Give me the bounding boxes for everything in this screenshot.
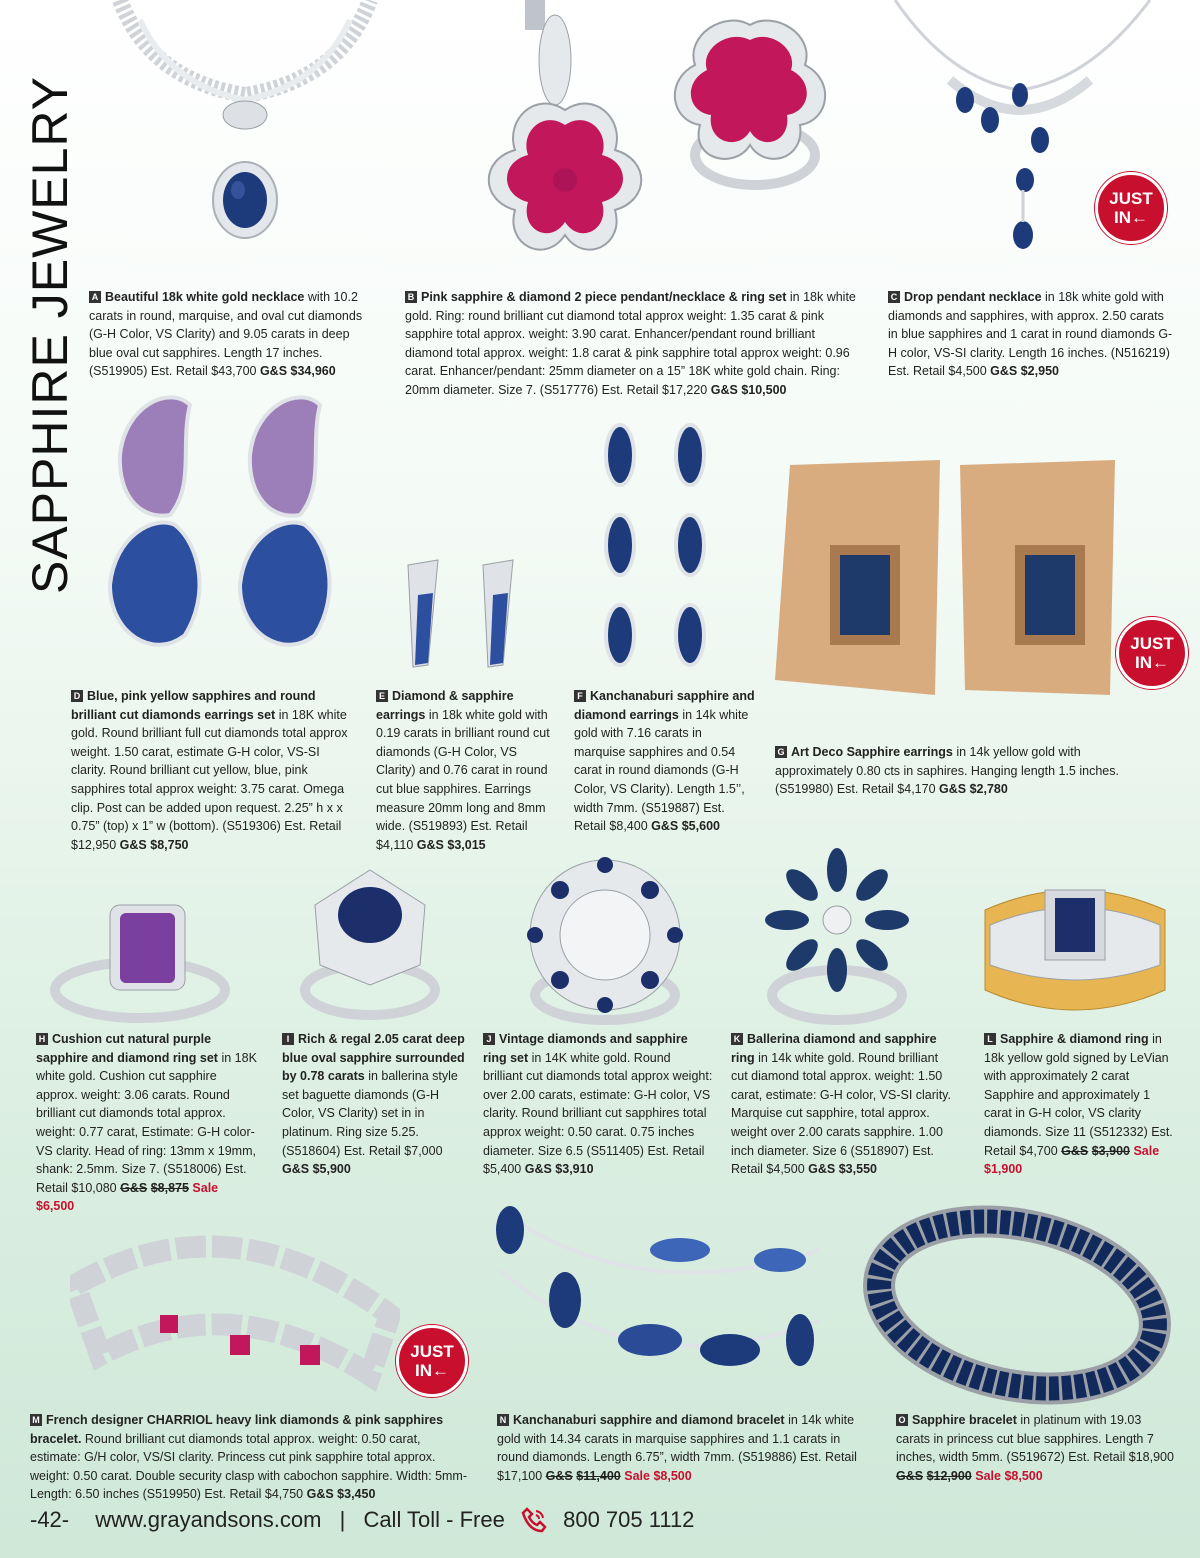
item-o-sale-price: $8,500 (1004, 1468, 1043, 1483)
website-link[interactable]: www.grayandsons.com (95, 1507, 322, 1532)
item-b-description (405, 288, 865, 400)
bracelet-n-image[interactable] (480, 1190, 840, 1400)
item-o-old-price: $12,900 (926, 1468, 972, 1483)
item-e-price: $3,015 (447, 837, 486, 852)
item-l-letter: L (984, 1033, 996, 1045)
page-title: SAPPHIRE JEWELRY (22, 76, 78, 595)
item-f-price: $5,600 (681, 819, 720, 834)
item-n-old-price: $11,400 (576, 1468, 621, 1483)
ring-h-image[interactable] (40, 895, 240, 1025)
item-l-title: Sapphire & diamond ring (1000, 1032, 1149, 1046)
just-in-badge-m: JUST IN← (396, 1325, 468, 1397)
ring-l-image[interactable] (975, 870, 1175, 1020)
item-n-title: Kanchanaburi sapphire and diamond bracelet (513, 1413, 785, 1427)
item-e-title: Diamond & sapphire earrings (376, 689, 514, 722)
necklace-a-image[interactable] (110, 0, 380, 250)
item-i-body: in ballerina style set baguette diamonds (G-H Color, VS Clarity) set in in platinum. Ring size 5.25. (S518604) Est. Retail $7,000 (282, 1069, 458, 1158)
item-e-gs-label: G&S (416, 837, 444, 852)
item-o-gs-label: G&S (896, 1468, 924, 1483)
bracelet-o-image[interactable] (855, 1195, 1180, 1405)
item-b-body: in 18k white gold. Ring: round brilliant cut diamond total approx weight: 1.35 carat & pink sapphire total approx. weight: 3.90 carat. Enhancer/pendant round brilliant diamond total approx. weight: 1.8 carat & pink sapphire total approx weight: 0.96 carat. Enhancer/pendant: 25mm diameter on a 15” 18K white gold chain. Ring: 20mm diameter. Size 7. (S517776) Est. Retail $17,220 (405, 290, 856, 397)
item-a-body: with 10.2 carats in round, marquise, and oval cut diamonds (G-H Color, VS Clarity) and 9.05 carats in deep blue oval cut sapphires. Length 17 inches. (S519905) Est. Retail $43,700 (89, 290, 363, 379)
call-label: Call Toll - Free (363, 1507, 505, 1532)
item-d-title: Blue, pink yellow sapphires and round brilliant cut diamonds earrings set (71, 689, 316, 722)
item-c-letter: C (888, 291, 900, 303)
item-h-old-price: $8,875 (150, 1180, 189, 1195)
item-g-description (775, 743, 1145, 799)
item-o-description (896, 1411, 1176, 1485)
item-d-body: in 18K white gold. Round brilliant full cut diamonds total approx weight. 1.50 carat, estimate G-H color, VS-SI clarity. Round brilliant cut yellow, blue, pink sapphires total approx weight: 3.75 carat. Omega clip. Post can be added upon request. 2.25” h x x 0.75” (top) x 1” w (bottom). (S519306) Est. Retail $12,950 (71, 707, 348, 852)
item-k-title: Ballerina diamond and sapphire ring (731, 1032, 937, 1065)
item-f-letter: F (574, 690, 586, 702)
earrings-e-image[interactable] (398, 555, 533, 675)
item-h-body: in 18K white gold. Cushion cut sapphire approx. weight: 3.06 carats. Round brilliant cut diamonds total approx. weight: 0.77 carat, Estimate: G-H color- VS clarity. Head of ring: 13mm x 19mm, shank: 2.5mm. Size 7. (S518006) Est. Retail $10,080 (36, 1050, 257, 1195)
item-n-description (497, 1411, 867, 1485)
item-f-description (574, 687, 756, 836)
item-m-letter: M (30, 1414, 42, 1426)
item-m-price: $3,450 (337, 1487, 376, 1502)
item-h-gs-label: G&S (120, 1180, 148, 1195)
item-a-letter: A (89, 291, 101, 303)
item-l-old-price: $3,900 (1091, 1143, 1130, 1158)
item-f-gs-label: G&S (651, 819, 679, 834)
footer (30, 1505, 694, 1541)
item-o-title: Sapphire bracelet (912, 1413, 1017, 1427)
item-o-body: in platinum with 19.03 carats in princess cut blue sapphires. Length 7 inches, width 5mm. (S519672) Est. Retail $18,900 (896, 1413, 1174, 1465)
item-c-price: $2,950 (1020, 364, 1059, 379)
item-j-gs-label: G&S (524, 1162, 552, 1177)
item-b-gs-label: G&S (710, 382, 738, 397)
item-l-body: in 18k yellow gold signed by LeVian with approximately 2 carat Sapphire and approximately 1 carat in G-H color, VS clarity diamonds. Size 11 (S512332) Est. Retail $4,700 (984, 1032, 1173, 1158)
item-a-gs-label: G&S (259, 364, 288, 379)
item-l-description (984, 1030, 1174, 1179)
item-l-gs-label: G&S (1061, 1143, 1089, 1158)
ring-j-image[interactable] (515, 850, 695, 1030)
item-d-description (71, 687, 356, 854)
item-h-sale-price: $6,500 (36, 1199, 75, 1214)
item-f-body: in 14k white gold with 7.16 carats in marquise sapphires and 0.54 carat in round diamonds (G-H Color, VS Clarity). Length 1.5’’, width 7mm. (S519887) Est. Retail $8,400 (574, 707, 749, 834)
phone-number[interactable]: 800 705 1112 (563, 1507, 695, 1532)
item-g-body: in 14k yellow gold with approximately 0.80 cts in saphires. Hanging length 1.5 inches. (S519980) Est. Retail $4,170 (775, 745, 1119, 797)
item-d-gs-label: G&S (119, 837, 147, 852)
pendant-b-image[interactable] (465, 0, 665, 275)
item-i-gs-label: G&S (282, 1162, 310, 1177)
item-k-body: in 14k white gold. Round brilliant cut diamond total approx. weight: 1.50 carat, estimate: G-H color, VS-SI clarity. Marquise cut sapphire, total approx. weight over 2.00 carats sapphire. 1.00 inch diameter. Size 6 (S518907) Est. Retail $4,500 (731, 1050, 951, 1177)
item-n-gs-label: G&S (545, 1468, 573, 1483)
earrings-f-image[interactable] (590, 415, 720, 680)
item-j-body: in 14K white gold. Round brilliant cut diamonds total approx weight: over 2.00 carats, estimate: G-H color, VS clarity. Round brilliant cut sapphires total approx weight: 0.50 carat. 0.75 inches diameter. Size 6.5 (S511405) Est. Retail $5,400 (483, 1050, 713, 1177)
item-k-price: $3,550 (838, 1162, 877, 1177)
just-in-badge-g: JUST IN← (1116, 617, 1188, 689)
item-k-description (731, 1030, 956, 1179)
item-g-gs-label: G&S (939, 782, 967, 797)
item-n-sale-label: Sale (624, 1468, 650, 1483)
item-k-gs-label: G&S (808, 1162, 836, 1177)
item-l-sale-label: Sale (1133, 1143, 1160, 1158)
page-number: -42- (30, 1507, 70, 1532)
item-a-price: $34,960 (290, 364, 336, 379)
item-e-letter: E (376, 690, 388, 702)
item-d-price: $8,750 (150, 837, 189, 852)
item-i-price: $5,900 (312, 1162, 351, 1177)
item-f-title: Kanchanaburi sapphire and diamond earrings (574, 689, 755, 722)
item-e-body: in 18k white gold with 0.19 carats in brilliant round cut diamonds (G-H Color, VS Clarity) and 0.76 carat in round cut blue sapphires. Earrings measure 20mm long and 8mm wide. (S519893) Est. Retail $4,110 (376, 707, 550, 852)
item-h-sale-label: Sale (192, 1180, 219, 1195)
item-a-title: Beautiful 18k white gold necklace (105, 290, 305, 304)
item-m-description (30, 1411, 470, 1504)
item-j-title: Vintage diamonds and sapphire ring set (483, 1032, 688, 1065)
ring-b-image[interactable] (665, 15, 835, 195)
item-b-title: Pink sapphire & diamond 2 piece pendant/necklace & ring set (421, 290, 787, 304)
phone-icon (519, 1505, 549, 1535)
item-c-gs-label: G&S (990, 364, 1018, 379)
item-g-title: Art Deco Sapphire earrings (791, 745, 953, 759)
item-a-description (89, 288, 374, 381)
item-h-title: Cushion cut natural purple sapphire and diamond ring set (36, 1032, 218, 1065)
item-g-price: $2,780 (969, 782, 1008, 797)
item-d-letter: D (71, 690, 83, 702)
item-i-letter: I (282, 1033, 294, 1045)
item-h-letter: H (36, 1033, 48, 1045)
item-j-letter: J (483, 1033, 495, 1045)
item-j-description (483, 1030, 713, 1179)
item-i-title: Rich & regal 2.05 carat deep blue oval sapphire surrounded by 0.78 carats (282, 1032, 465, 1084)
ring-k-image[interactable] (745, 845, 930, 1025)
item-i-description (282, 1030, 467, 1179)
item-n-sale-price: $8,500 (653, 1468, 692, 1483)
ring-i-image[interactable] (290, 865, 450, 1025)
item-h-description (36, 1030, 258, 1216)
item-g-letter: G (775, 746, 787, 758)
item-m-body: Round brilliant cut diamonds total approx. weight: 0.50 carat, estimate: G/H color, VS/SI clarity. Princess cut pink sapphire total approx. weight: 0.50 carat. Double security clasp with cabochon sapphire. Width: 5mm- Length: 6.50 inches (S519950) Est. Retail $4,750 (30, 1431, 468, 1502)
item-k-letter: K (731, 1033, 743, 1045)
item-n-letter: N (497, 1414, 509, 1426)
item-c-title: Drop pendant necklace (904, 290, 1042, 304)
item-c-description (888, 288, 1173, 381)
item-n-body: in 14k white gold with 14.34 carats in marquise sapphires and 1.1 carats in round diamonds. Length 6.75”, width 7mm. (S519886) Est. Retail $17,100 (497, 1413, 857, 1483)
footer-separator: | (339, 1507, 346, 1532)
item-c-body: in 18k white gold with diamonds and sapphires, with approx. 2.50 carats in blue sapphires and 1 carat in round diamonds G-H color, VS-SI clarity. Length 16 inches. (N516219) Est. Retail $4,500 (888, 290, 1173, 379)
earrings-g-image[interactable] (770, 460, 1140, 700)
bracelet-m-image[interactable] (70, 1215, 400, 1405)
item-m-gs-label: G&S (306, 1487, 334, 1502)
item-o-sale-label: Sale (975, 1468, 1001, 1483)
earrings-d-image[interactable] (100, 385, 350, 675)
just-in-badge-c: JUST IN← (1095, 172, 1167, 244)
item-l-sale-price: $1,900 (984, 1162, 1023, 1177)
item-o-letter: O (896, 1414, 908, 1426)
item-m-title: French designer CHARRIOL heavy link diamonds & pink sapphires bracelet. (30, 1413, 444, 1446)
item-b-price: $10,500 (741, 382, 787, 397)
item-b-letter: B (405, 291, 417, 303)
item-e-description (376, 687, 556, 854)
item-j-price: $3,910 (555, 1162, 594, 1177)
